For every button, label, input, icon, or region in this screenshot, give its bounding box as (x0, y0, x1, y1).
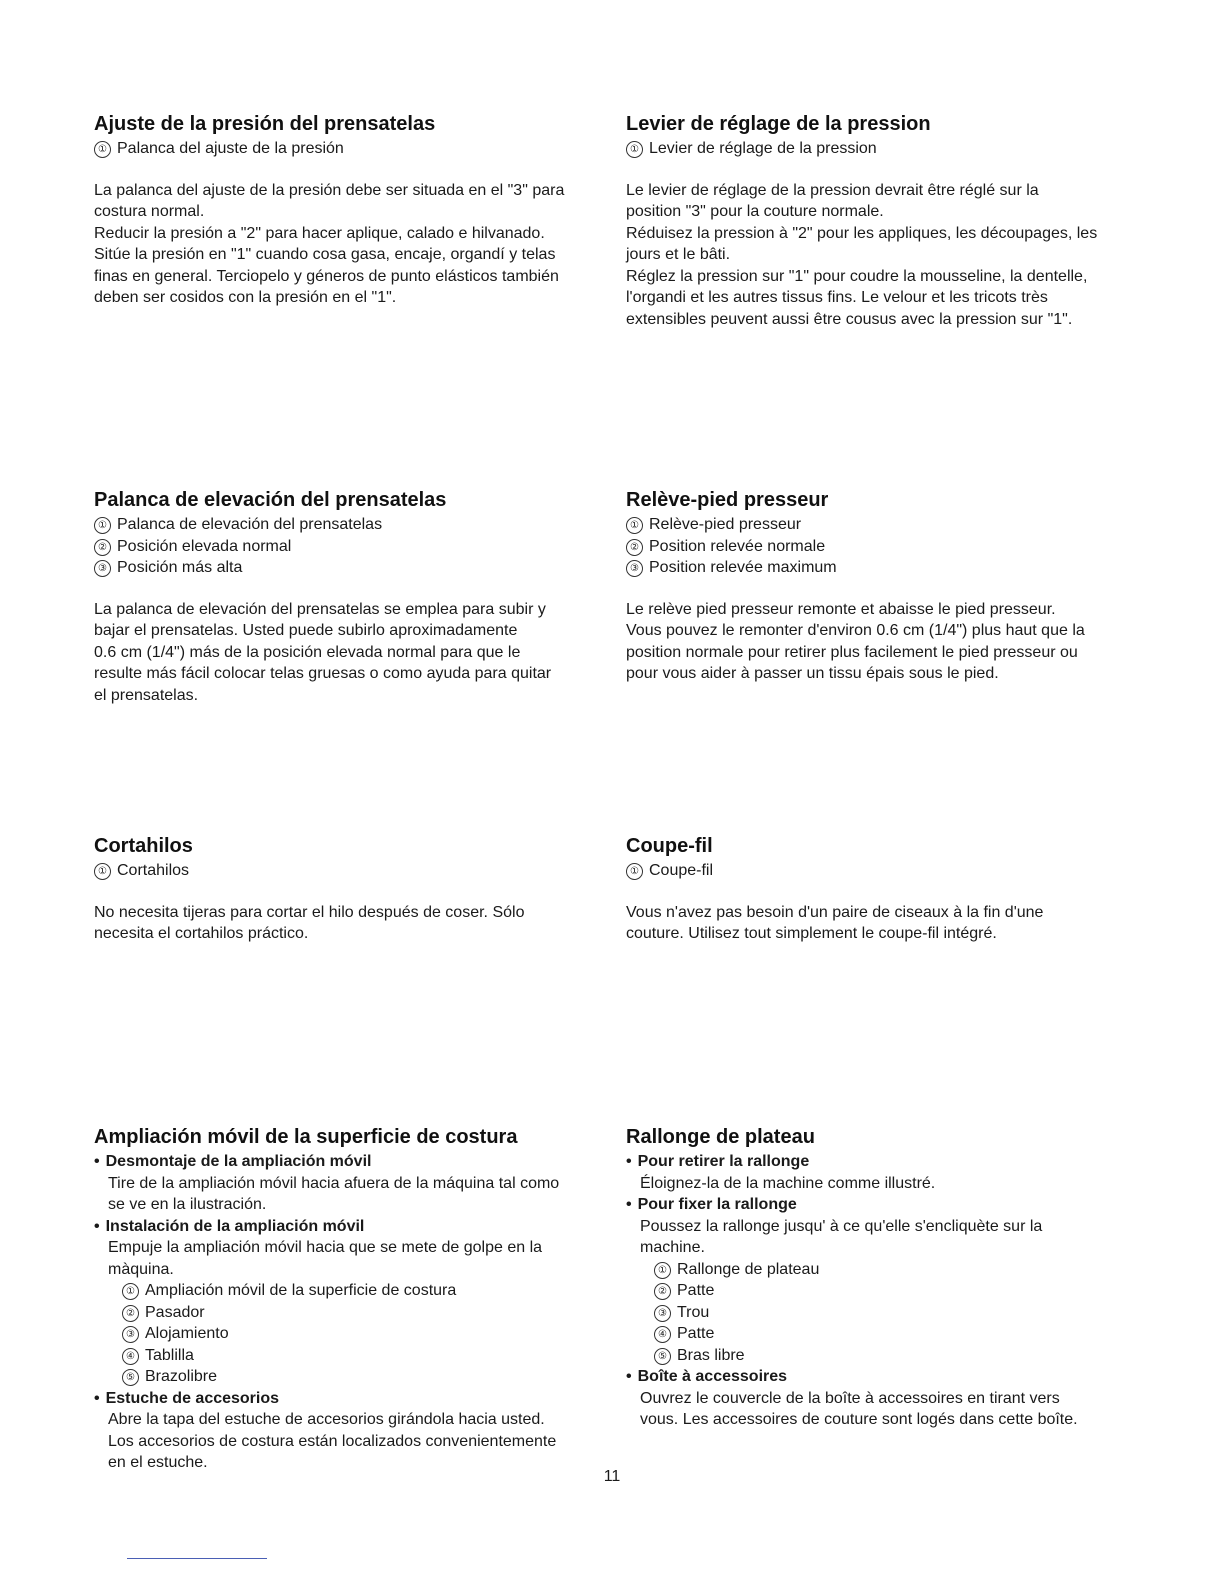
body-line: resulte más fácil colocar telas gruesas o como ayuda para quitar (94, 665, 552, 682)
section-pressure-fr (626, 112, 1146, 330)
heading: Ampliación móvil de la superficie de costura (94, 1126, 518, 1148)
body-line: extensibles peuvent aussi être cousus avec la pression sur "1". (626, 310, 1073, 328)
heading: Coupe-fil (626, 835, 713, 857)
part-marker: ③ (122, 1326, 139, 1343)
bullet-heading: • Instalación de la ampliación móvil (94, 1216, 614, 1238)
part-marker: ① (626, 141, 643, 158)
part-label: ④ Patte (626, 1323, 1146, 1345)
section-lifter-es (94, 488, 614, 706)
heading: Levier de réglage de la pression (626, 113, 931, 135)
part-label: ① Ampliación móvil de la superficie de costura (94, 1280, 614, 1302)
body-line: Sitúe la presión en "1" cuando cosa gasa, encaje, organdí y telas (94, 246, 556, 263)
part-label: ① Coupe-fil (626, 860, 1146, 882)
part-marker: ① (94, 863, 111, 880)
bullet-heading: • Pour retirer la rallonge (626, 1151, 1146, 1173)
part-marker: ① (94, 517, 111, 534)
section-extension-fr (626, 1125, 1146, 1431)
part-label: ② Posición elevada normal (94, 536, 614, 558)
body-line: Tire de la ampliación móvil hacia afuera de la máquina tal como (108, 1174, 560, 1192)
body-line: Vous n'avez pas besoin d'un paire de ciseaux à la fin d'une (626, 903, 1044, 921)
part-label: ⑤ Brazolibre (94, 1366, 614, 1388)
page-number: 11 (603, 1468, 621, 1485)
part-marker: ⑤ (654, 1348, 671, 1365)
part-label: ② Position relevée normale (626, 536, 1146, 558)
part-marker: ④ (122, 1348, 139, 1365)
body-line: Réglez la pression sur "1" pour coudre la mousseline, la dentelle, (626, 267, 1088, 285)
part-label: ③ Position relevée maximum (626, 557, 1146, 579)
body-line: se ve en la ilustración. (108, 1196, 267, 1213)
body-line: bajar el prensatelas. Usted puede subirlo aproximadamente (94, 622, 518, 639)
section-cutter-fr (626, 834, 1146, 945)
body-line: Le relève pied presseur remonte et abaisse le pied presseur. (626, 600, 1056, 618)
body-line: finas en general. Terciopelo y géneros de punto elásticos también (94, 267, 559, 285)
part-marker: ③ (654, 1305, 671, 1322)
body-line: màquina. (108, 1260, 174, 1278)
body-line: position "3" pour la couture normale. (626, 203, 884, 220)
part-marker: ① (94, 141, 111, 158)
bullet-heading: • Estuche de accesorios (94, 1388, 614, 1410)
part-marker: ② (94, 539, 111, 556)
body-line: Abre la tapa del estuche de accesorios girándola hacia usted. (108, 1411, 545, 1428)
body-line: 0.6 cm (1/4") más de la posición elevada normal para que le (94, 643, 521, 661)
part-marker: ① (122, 1283, 139, 1300)
part-marker: ① (626, 863, 643, 880)
part-marker: ① (654, 1262, 671, 1279)
body-line: costura normal. (94, 203, 205, 220)
part-label: ④ Tablilla (94, 1345, 614, 1367)
part-label: ① Rallonge de plateau (626, 1259, 1146, 1281)
body-line: vous. Les accessoires de couture sont logés dans cette boîte. (640, 1411, 1078, 1428)
part-label: ① Cortahilos (94, 860, 614, 882)
heading: Relève-pied presseur (626, 489, 829, 511)
bullet-heading: • Pour fixer la rallonge (626, 1194, 1146, 1216)
part-label: ① Palanca del ajuste de la presión (94, 138, 614, 160)
section-lifter-fr (626, 488, 1146, 685)
body-line: La palanca del ajuste de la presión debe ser situada en el "3" para (94, 181, 565, 199)
heading: Ajuste de la presión del prensatelas (94, 113, 436, 135)
part-marker: ③ (626, 560, 643, 577)
body-line: deben ser cosidos con la presión en el "1". (94, 289, 397, 306)
body-line: Réduisez la pression à "2" pour les appliques, les découpages, les (626, 224, 1098, 242)
part-label: ⑤ Bras libre (626, 1345, 1146, 1367)
body-line: necesita el cortahilos práctico. (94, 925, 309, 942)
part-marker: ① (626, 517, 643, 534)
bullet-heading: • Desmontaje de la ampliación móvil (94, 1151, 614, 1173)
body-line: Los accesorios de costura están localizados convenientemente (108, 1432, 557, 1450)
part-label: ③ Alojamiento (94, 1323, 614, 1345)
part-label: ① Palanca de elevación del prensatelas (94, 514, 614, 536)
body-line: Le levier de réglage de la pression devrait être réglé sur la (626, 181, 1039, 199)
body-line: l'organdi et les autres tissus fins. Le velour et les tricots très (626, 289, 1048, 306)
part-marker: ④ (654, 1326, 671, 1343)
body-line: Ouvrez le couvercle de la boîte à accessoires en tirant vers (640, 1389, 1060, 1407)
body-line: Poussez la rallonge jusqu' à ce qu'elle s'encliquète sur la (640, 1217, 1043, 1235)
part-label: ① Relève-pied presseur (626, 514, 1146, 536)
body-line: position normale pour retirer plus facilement le pied presseur ou (626, 643, 1078, 661)
part-label: ③ Posición más alta (94, 557, 614, 579)
body-line: en el estuche. (108, 1454, 208, 1471)
bullet-heading: • Boîte à accessoires (626, 1366, 1146, 1388)
section-extension-es (94, 1125, 614, 1474)
heading: Cortahilos (94, 835, 193, 857)
section-cutter-es (94, 834, 614, 945)
part-marker: ② (654, 1283, 671, 1300)
part-label: ② Patte (626, 1280, 1146, 1302)
part-marker: ② (122, 1305, 139, 1322)
part-label: ③ Trou (626, 1302, 1146, 1324)
body-line: Éloignez-la de la machine comme illustré. (640, 1174, 936, 1192)
body-line: machine. (640, 1239, 705, 1256)
body-line: pour vous aider à passer un tissu épais sous le pied. (626, 665, 999, 682)
body-line: No necesita tijeras para cortar el hilo después de coser. Sólo (94, 903, 525, 921)
body-line: el prensatelas. (94, 686, 199, 704)
part-label: ① Levier de réglage de la pression (626, 138, 1146, 160)
body-line: jours et le bâti. (626, 246, 731, 263)
body-line: Empuje la ampliación móvil hacia que se mete de golpe en la (108, 1239, 543, 1256)
body-line: Reducir la presión a "2" para hacer aplique, calado e hilvanado. (94, 224, 545, 242)
footer-rule (127, 1558, 267, 1559)
heading: Rallonge de plateau (626, 1126, 815, 1148)
body-line: couture. Utilisez tout simplement le coupe-fil intégré. (626, 925, 997, 942)
part-marker: ③ (94, 560, 111, 577)
body-line: Vous pouvez le remonter d'environ 0.6 cm (1/4") plus haut que la (626, 622, 1085, 639)
heading: Palanca de elevación del prensatelas (94, 489, 447, 511)
part-marker: ② (626, 539, 643, 556)
part-marker: ⑤ (122, 1369, 139, 1386)
section-pressure-es (94, 112, 614, 309)
body-line: La palanca de elevación del prensatelas se emplea para subir y (94, 600, 546, 618)
part-label: ② Pasador (94, 1302, 614, 1324)
